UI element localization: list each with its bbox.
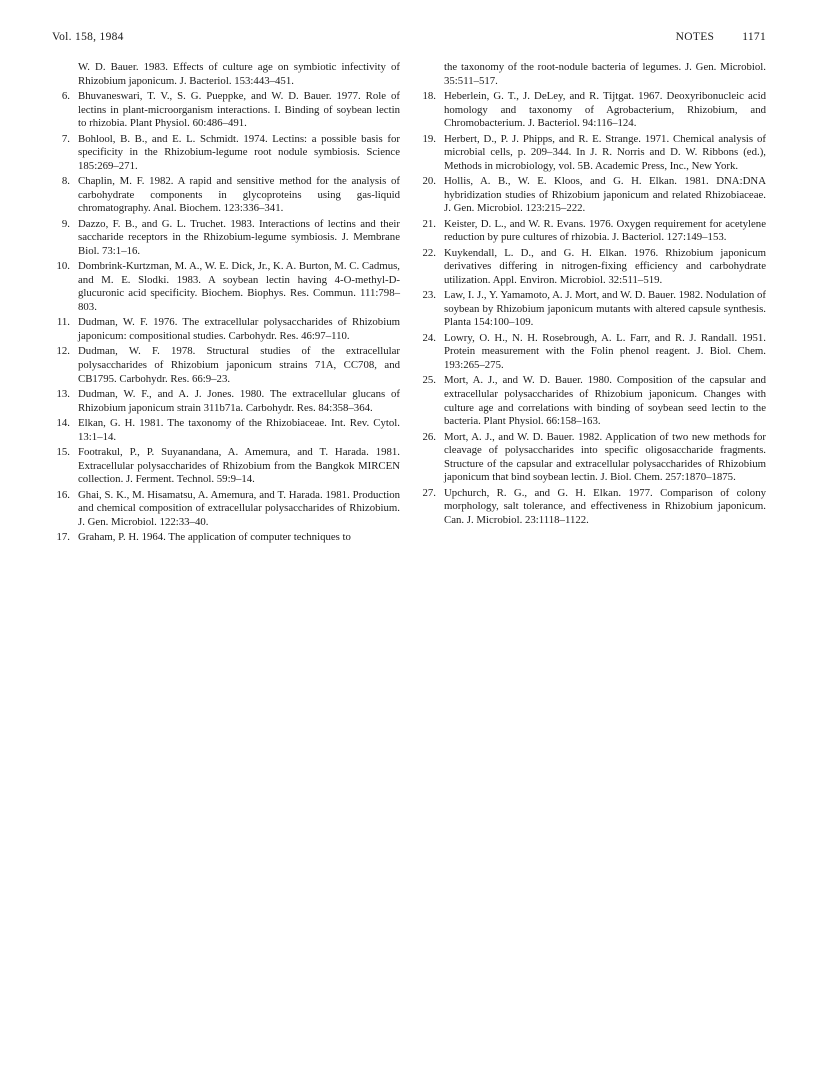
reference-number: 23. [422, 289, 436, 302]
reference-entry [52, 218, 400, 259]
reference-text: Heberlein, G. T., J. DeLey, and R. Tijtgat. 1967. Deoxyribonucleic acid homology and taxonomy of Agrobacterium, Rhizobium, and Chromobacterium. J. Bacteriol. 94:116–124. [444, 89, 766, 130]
reference-entry [52, 388, 400, 415]
reference-text: Ghai, S. K., M. Hisamatsu, A. Amemura, and T. Harada. 1981. Production and chemical composition of extracellular polysaccharides of Rhizobium. J. Gen. Microbiol. 122:33–40. [78, 488, 400, 528]
reference-entry [52, 175, 400, 216]
reference-entry [418, 332, 766, 373]
reference-text: Dazzo, F. B., and G. L. Truchet. 1983. Interactions of lectins and their saccharide receptors in the Rhizobium-legume symbiosis. J. Membrane Biol. 73:1–16. [78, 217, 400, 257]
reference-number: 17. [56, 531, 70, 544]
reference-entry [418, 487, 766, 528]
reference-entry [418, 289, 766, 330]
reference-number: 6. [61, 89, 70, 102]
reference-entry [52, 90, 400, 131]
reference-entry [52, 260, 400, 314]
reference-text: Chaplin, M. F. 1982. A rapid and sensitive method for the analysis of carbohydrate components in glycoproteins using gas-liquid chromatography. Anal. Biochem. 123:336–341. [78, 175, 400, 215]
reference-text: the taxonomy of the root-nodule bacteria of legumes. J. Gen. Microbiol. 35:511–517. [444, 61, 766, 87]
section-title: NOTES [675, 31, 715, 43]
reference-text: Dombrink-Kurtzman, M. A., W. E. Dick, Jr., K. A. Burton, M. C. Cadmus, and M. E. Slodki. 1983. A soybean lectin having 4-O-methyl-D-glucuronic acid specificity. Biochem. Biophys. Res. Commun. 111:798–803. [78, 260, 400, 314]
reference-number: 27. [422, 486, 436, 499]
reference-text: Upchurch, R. G., and G. H. Elkan. 1977. Comparison of colony morphology, salt tolerance, and effectiveness in Rhizobium japonicum. Can. J. Microbiol. 23:1118–1122. [444, 486, 766, 526]
reference-number: 9. [61, 217, 70, 230]
reference-number: 25. [422, 374, 436, 387]
reference-entry [418, 90, 766, 131]
page-number: 1171 [742, 31, 766, 43]
reference-entry [418, 61, 766, 88]
reference-number: 11. [56, 316, 70, 329]
reference-entry [52, 316, 400, 343]
reference-number: 15. [56, 446, 70, 458]
reference-entry [52, 345, 400, 386]
reference-text: Herbert, D., P. J. Phipps, and R. E. Strange. 1971. Chemical analysis of microbial cells, p. 209–344. In J. R. Norris and D. W. Ribbons (ed.), Methods in microbiology, vol. 5B. Academic Press, Inc., New York. [444, 132, 766, 172]
reference-number: 18. [422, 89, 436, 102]
reference-number: 26. [422, 430, 436, 443]
reference-number: 24. [422, 331, 436, 344]
reference-text: Law, I. J., Y. Yamamoto, A. J. Mort, and W. D. Bauer. 1982. Nodulation of soybean by Rhizobium japonicum mutants with altered capsule synthesis. Planta 154:100–109. [444, 289, 766, 329]
reference-text: Footrakul, P., P. Suyanandana, A. Amemura, and T. Harada. 1981. Extracellular polysaccharides of Rhizobium from the Bangkok MIRCEN collection. J. Ferment. Technol. 59:9–14. [78, 446, 400, 486]
reference-entry [418, 431, 766, 485]
reference-text: Elkan, G. H. 1981. The taxonomy of the Rhizobiaceae. Int. Rev. Cytol. 13:1–14. [78, 417, 400, 443]
reference-entry [52, 489, 400, 530]
reference-entry [52, 417, 400, 444]
reference-entry [52, 531, 400, 545]
reference-number: 22. [422, 246, 436, 259]
reference-text: Dudman, W. F., and A. J. Jones. 1980. The extracellular glucans of Rhizobium japonicum strain 311b71a. Carbohydr. Res. 84:358–364. [78, 388, 400, 414]
reference-number: 20. [422, 175, 436, 188]
reference-entry [418, 374, 766, 428]
journal-volume: Vol. 158, 1984 [52, 31, 124, 43]
reference-number: 14. [56, 417, 70, 430]
reference-number: 10. [56, 260, 70, 273]
reference-number: 21. [422, 217, 436, 230]
reference-number: 13. [56, 388, 70, 401]
reference-text: Keister, D. L., and W. R. Evans. 1976. Oxygen requirement for acetylene reduction by pure cultures of rhizobia. J. Bacteriol. 127:149–153. [444, 217, 766, 244]
reference-text: Lowry, O. H., N. H. Rosebrough, A. L. Farr, and R. J. Randall. 1951. Protein measurement with the Folin phenol reagent. J. Biol. Chem. 193:265–275. [444, 331, 766, 372]
references-right-column [418, 61, 766, 529]
reference-entry [52, 133, 400, 174]
references-left-column [52, 61, 400, 547]
reference-text: Bohlool, B. B., and E. L. Schmidt. 1974. Lectins: a possible basis for specificity in the Rhizobium-legume root nodule symbiosis. Science 185:269–271. [78, 132, 400, 172]
reference-text: Bhuvaneswari, T. V., S. G. Pueppke, and W. D. Bauer. 1977. Role of lectins in plant-microorganism interactions. I. Binding of soybean lectin to rhizobia. Plant Physiol. 60:486–491. [78, 89, 400, 130]
reference-number: 19. [422, 132, 436, 145]
reference-number: 7. [61, 132, 70, 145]
reference-text: W. D. Bauer. 1983. Effects of culture age on symbiotic infectivity of Rhizobium japonicum. J. Bacteriol. 153:443–451. [78, 61, 400, 87]
running-header [52, 31, 766, 47]
reference-entry [418, 218, 766, 245]
reference-text: Mort, A. J., and W. D. Bauer. 1982. Application of two new methods for cleavage of polysaccharides into specific oligosaccharide fragments. Structure of the capsular and extracellular polysaccharides of Rhizobium japonicum that bind soybean lectin. J. Biol. Chem. 257:1870–1875. [444, 430, 766, 484]
reference-entry [52, 61, 400, 88]
reference-text: Dudman, W. F. 1976. The extracellular polysaccharides of Rhizobium japonicum: compositional studies. Carbohydr. Res. 46:97–110. [78, 316, 400, 343]
reference-number: 8. [61, 175, 70, 188]
header-right [676, 31, 766, 43]
reference-text: Dudman, W. F. 1978. Structural studies of the extracellular polysaccharides of Rhizobium japonicum strains 71A, CC708, and CB1795. Carbohydr. Res. 66:9–23. [78, 345, 400, 385]
reference-number: 12. [56, 345, 70, 358]
reference-text: Kuykendall, L. D., and G. H. Elkan. 1976. Rhizobium japonicum derivatives differing in nitrogen-fixing efficiency and carbohydrate utilization. Appl. Environ. Microbiol. 32:511–519. [444, 246, 766, 286]
reference-entry [418, 133, 766, 174]
reference-text: Mort, A. J., and W. D. Bauer. 1980. Composition of the capsular and extracellular polysaccharides of Rhizobium japonicum. Changes with culture age and correlations with binding of soybean seed lectin to the bacteria. Plant Physiol. 66:158–163. [444, 374, 766, 428]
reference-entry [52, 446, 400, 487]
reference-text: Hollis, A. B., W. E. Kloos, and G. H. Elkan. 1981. DNA:DNA hybridization studies of Rhizobium japonicum and related Rhizobiaceae. J. Gen. Microbiol. 123:215–222. [444, 175, 766, 215]
reference-text: Graham, P. H. 1964. The application of computer techniques to [78, 531, 351, 544]
reference-entry [418, 175, 766, 216]
reference-entry [418, 247, 766, 288]
reference-number: 16. [56, 488, 70, 501]
